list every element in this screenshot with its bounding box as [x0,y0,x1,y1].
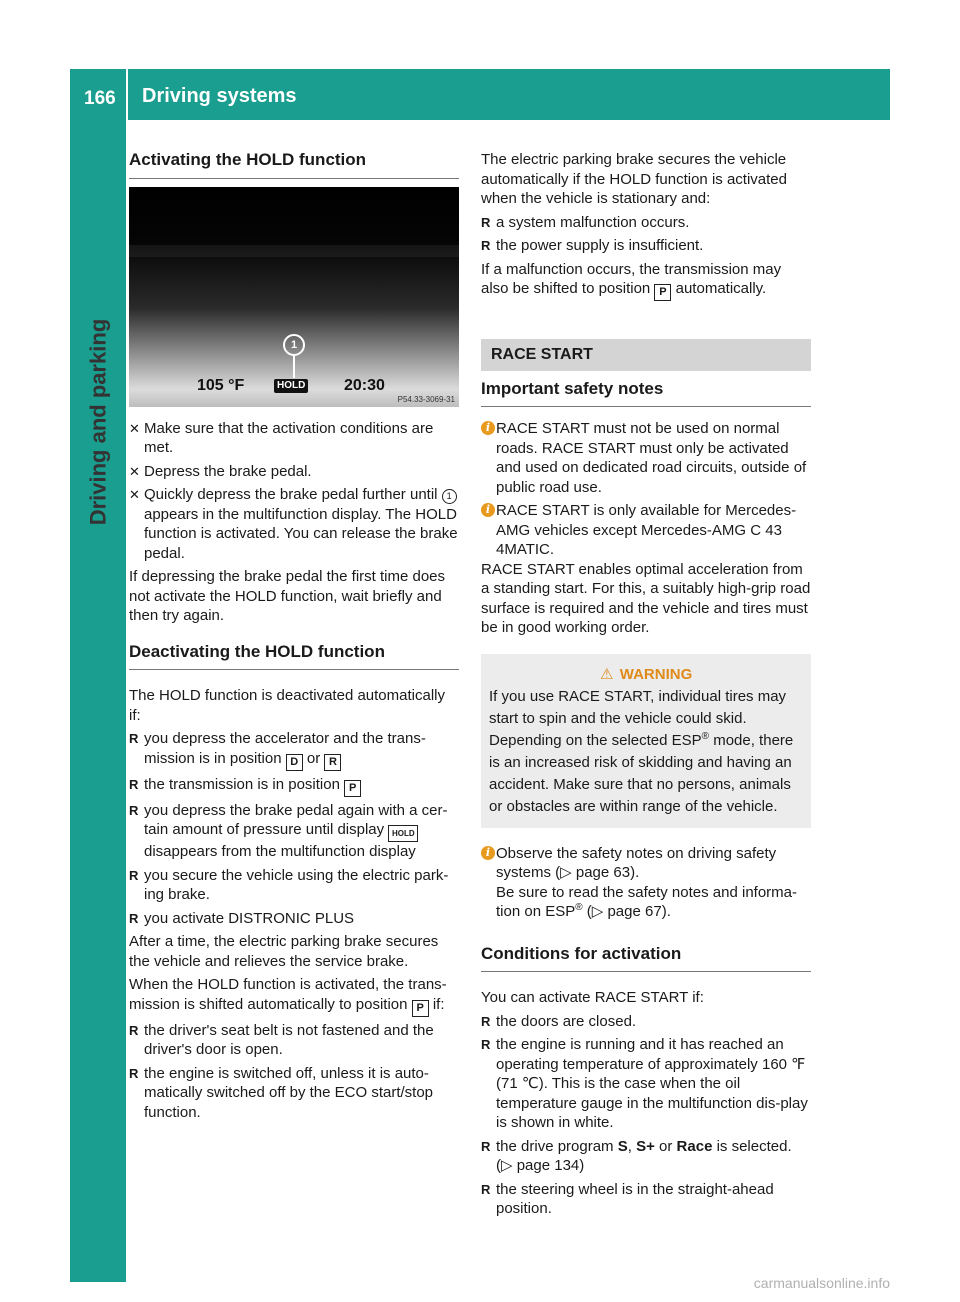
sidebar [70,120,126,1202]
header-divider [126,69,128,120]
paragraph-auto: The HOLD function is deactivated automatically if: [129,687,445,724]
warning-box [481,654,811,828]
list-item: R you secure the vehicle using the electric park-ing brake. [129,866,449,903]
heading-deactivate: Deactivating the HOLD function [129,642,459,671]
section-band-race-start: RACE START [481,339,811,371]
sidebar-tab [70,1202,126,1282]
display-temperature: 105 °F [197,376,245,394]
section-title: Driving systems [142,85,297,107]
paragraph-malfunction: If a malfunction occurs, the transmission may also be shifted to position P automatically. [481,260,811,302]
bullet-icon: R [129,1065,139,1081]
page-ref-arrow-icon: ▷ [501,1157,517,1174]
arrow-marker-icon: ✕ [129,420,140,436]
gear-r-symbol: R [324,754,341,771]
hold-symbol: HOLD [388,825,418,842]
list-item: R the engine is switched off, unless it is auto-matically switched off by the ECO start/stop function. [129,1064,434,1121]
step-item: ✕ Quickly depress the brake pedal further until 1 appears in the multifunction display. The HOLD function is activated. You can release the brake pedal. [129,486,458,562]
page-link[interactable]: page 63 [575,864,631,881]
gear-p-symbol: P [654,284,671,301]
page-link[interactable]: page 67 [607,903,662,920]
page-ref-arrow-icon: ▷ [591,903,608,920]
multifunction-display-image [129,187,459,407]
right-column [481,150,811,1219]
gear-d-symbol: D [286,754,303,771]
paragraph-after: After a time, the electric parking brake secures the vehicle and relieves the service brake. [129,933,439,970]
bullet-icon: R [481,1013,491,1029]
list-item: R a system malfunction occurs. [481,213,690,231]
image-reference: P54.33-3069-31 [397,394,455,404]
heading-activate: Activating the HOLD function [129,150,459,179]
paragraph-retry: If depressing the brake pedal the first time does not activate the HOLD function, wait briefly and then try again. [129,568,446,624]
list-item: R the driver's seat belt is not fastened and the driver's door is open. [129,1021,434,1058]
paragraph-can: You can activate RACE START if: [481,989,704,1006]
info-icon: i [481,846,495,860]
sidebar-label: Driving and parking [85,318,111,526]
paragraph-enables: RACE START enables optimal acceleration from a standing start. For this, a suitably high-grip road surface is required and the vehicle and tires must be in good working order. [481,560,811,636]
instruction-steps [129,419,459,564]
list-item: R the power supply is insufficient. [481,237,704,254]
warning-heading: ⚠ WARNING [489,664,803,686]
heading-conditions: Conditions for activation [481,944,811,973]
list-item: R you depress the brake pedal again with a cer-tain amount of pressure until display HOLD disappears from the multifunction display [129,801,448,860]
gear-p-symbol: P [412,1000,429,1017]
step-item: ✕ Make sure that the activation conditions are met. [129,419,434,456]
footer-watermark: carmanualsonline.info [753,1275,890,1291]
page-ref-arrow-icon: ▷ [560,864,576,881]
bullet-icon: R [481,1037,491,1052]
paragraph-epb: The electric parking brake secures the vehicle automatically if the HOLD function is activated when the vehicle is stationary and: [481,151,787,207]
paragraph-when: When the HOLD function is activated, the trans-mission is shifted automatically to position P if: [129,975,459,1017]
list-item: R the engine is running and it has reached an operating temperature of approximately 160 ℉ (71 ℃). This is the case when the oil temperature gauge in the multifunction dis-play is shown in white. [481,1036,808,1131]
bullet-icon: R [129,731,139,746]
list-item: R the steering wheel is in the straight-ahead position. [481,1180,774,1217]
bullet-icon: R [129,867,139,883]
list-item: R the doors are closed. [481,1012,637,1030]
bullet-icon: R [129,1022,139,1038]
info-icon: i [481,421,495,435]
arrow-marker-icon: ✕ [129,487,140,502]
list-item: R the drive program S, S+ or Race is selected. (▷ page 134) [481,1137,792,1174]
warning-text-2: Depending on the selected ESP® mode, there is an increased risk of skidding and having an accident. Make sure that no persons, animals or obstacles are within range of the vehicle. [489,730,794,815]
left-column [129,150,459,1122]
list-item: R you depress the accelerator and the trans-mission is in position D or R [129,729,459,771]
gear-p-symbol: P [344,780,361,797]
step-item: ✕ Depress the brake pedal. [129,462,312,480]
list-item: R the transmission is in position P [129,775,459,797]
callout-1: 1 [283,334,305,356]
heading-safety: Important safety notes [481,379,811,408]
info-note: i Observe the safety notes on driving safety systems (▷ page 63). Be sure to read the safety notes and informa-tion on ESP® (▷ page 67). [481,844,811,922]
display-hold: HOLD [274,379,308,393]
bullet-icon: R [481,214,491,230]
callout-circle-icon: 1 [442,489,457,504]
display-time: 20:30 [344,376,385,394]
warning-triangle-icon: ⚠ [600,665,614,683]
bullet-icon: R [481,238,491,253]
page-header [70,69,890,120]
arrow-marker-icon: ✕ [129,463,140,479]
bullet-icon: R [481,1181,491,1197]
bullet-icon: R [129,910,139,926]
warning-text-1: If you use RACE START, individual tires may start to spin and the vehicle could skid. [489,687,787,727]
bullet-icon: R [481,1138,491,1154]
page-number: 166 [84,88,116,109]
page-link[interactable]: page 134 [516,1157,580,1174]
bullet-icon: R [129,802,139,818]
bullet-icon: R [129,776,139,792]
info-icon: i [481,503,495,517]
info-note: i RACE START must not be used on normal roads. RACE START must only be activated and used on dedicated road circuits, outside of public road use. [481,419,811,497]
list-item: R you activate DISTRONIC PLUS [129,909,355,927]
info-note: i RACE START is only available for Mercedes-AMG vehicles except Mercedes-AMG C 43 4MATIC. [481,501,811,560]
